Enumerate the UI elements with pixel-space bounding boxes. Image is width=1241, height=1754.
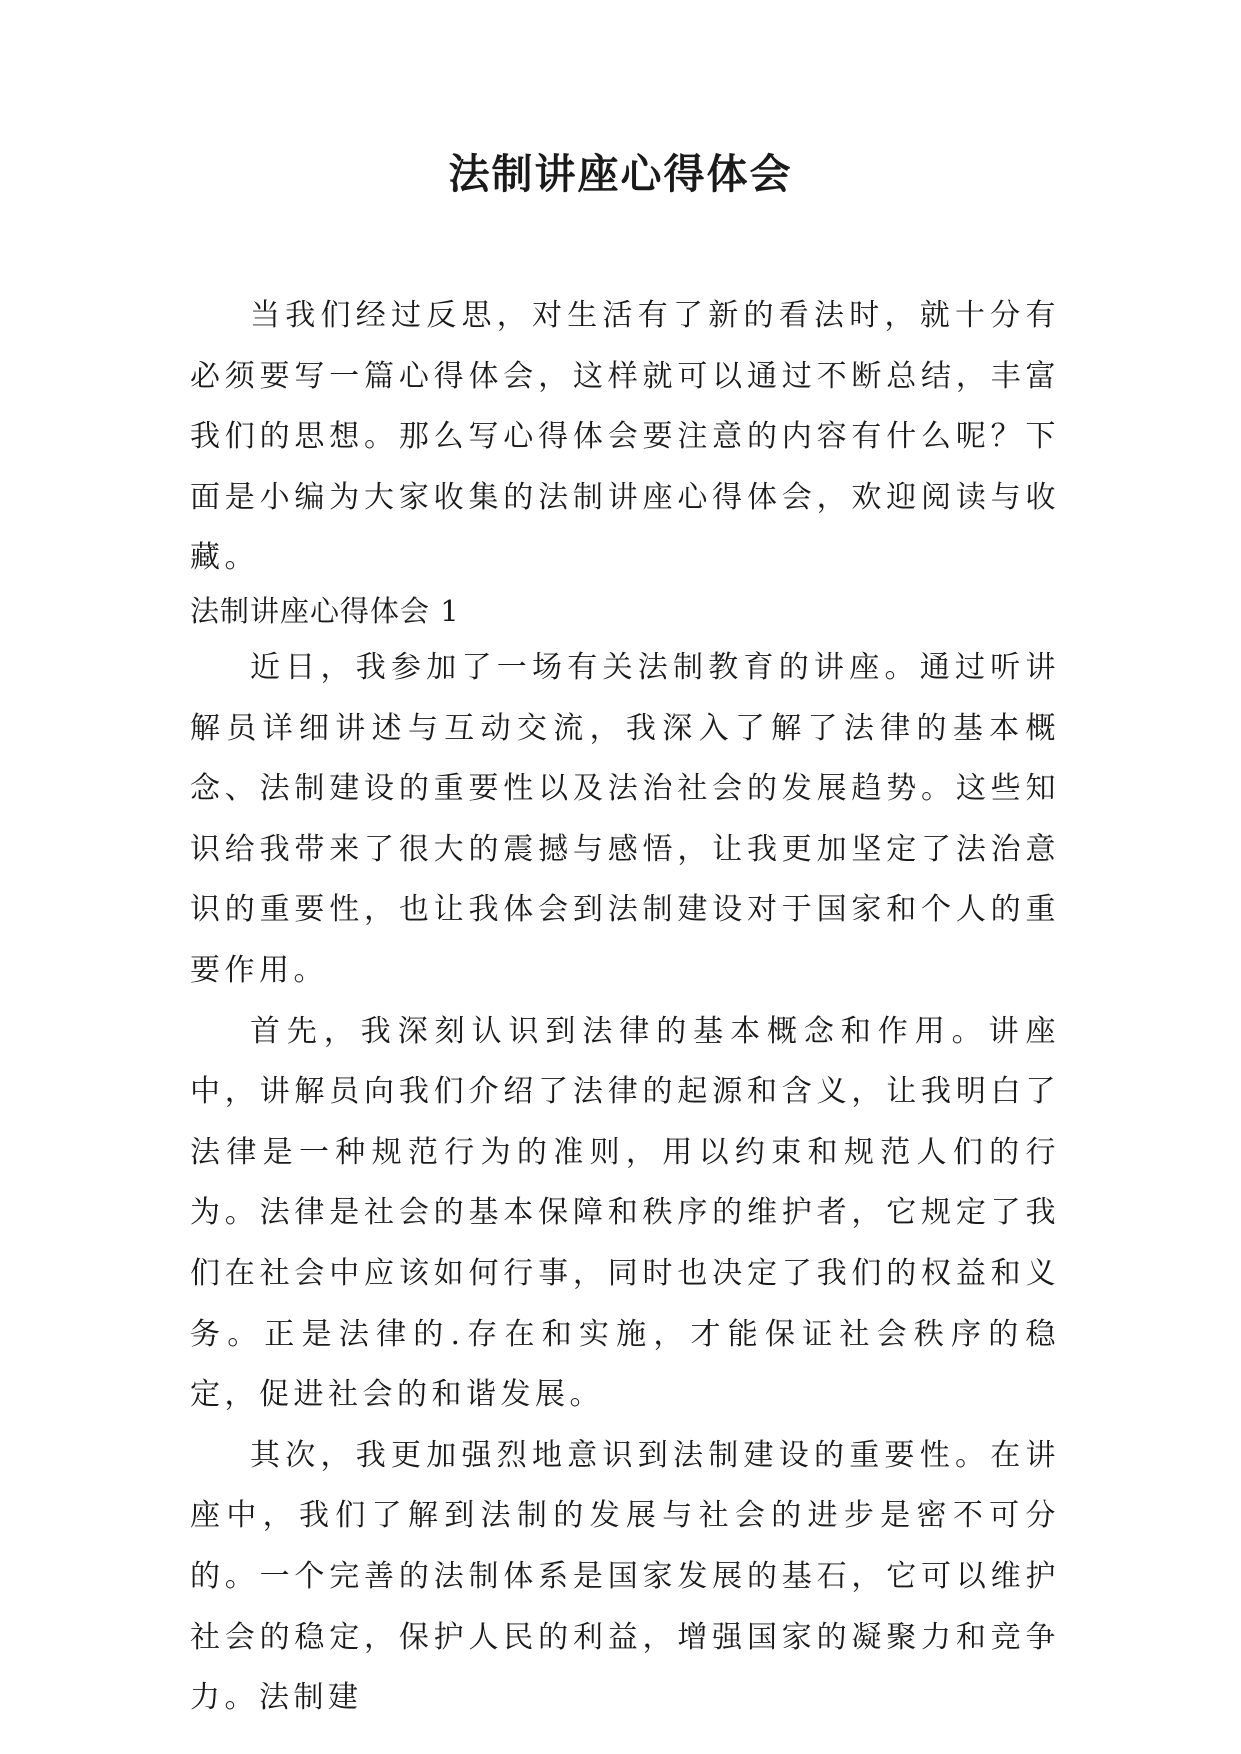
- section-heading: 法制讲座心得体会 1: [190, 594, 460, 628]
- document-title: 法制讲座心得体会: [448, 150, 793, 198]
- body-paragraph-1: 近日，我参加了一场有关法制教育的讲座。通过听讲解员详细讲述与互动交流，我深入了解了法律的基本概念、法制建设的重要性以及法治社会的发展趋势。这些知识给我带来了很大的震撼与感悟，让我更加坚定了法治意识的重要性，也让我体会到法制建设对于国家和个人的重要作用。: [190, 650, 1060, 988]
- section-body: [190, 638, 1060, 1729]
- body-paragraph-2: 首先，我深刻认识到法律的基本概念和作用。讲座中，讲解员向我们介绍了法律的起源和含义，让我明白了法律是一种规范行为的准则，用以约束和规范人们的行为。法律是社会的基本保障和秩序的维护者，它规定了我们在社会中应该如何行事，同时也决定了我们的权益和义务。正是法律的.存在和实施，才能保证社会秩序的稳定，促进社会的和谐发展。: [190, 1013, 1060, 1413]
- intro-section: [190, 286, 1060, 589]
- intro-paragraph: 当我们经过反思，对生活有了新的看法时，就十分有必须要写一篇心得体会，这样就可以通过不断总结，丰富我们的思想。那么写心得体会要注意的内容有什么呢？下面是小编为大家收集的法制讲座心得体会，欢迎阅读与收藏。: [190, 298, 1060, 576]
- body-paragraph-3: 其次，我更加强烈地意识到法制建设的重要性。在讲座中，我们了解到法制的发展与社会的进步是密不可分的。一个完善的法制体系是国家发展的基石，它可以维护社会的稳定，保护人民的利益，增强国家的凝聚力和竞争力。法制建: [190, 1437, 1060, 1716]
